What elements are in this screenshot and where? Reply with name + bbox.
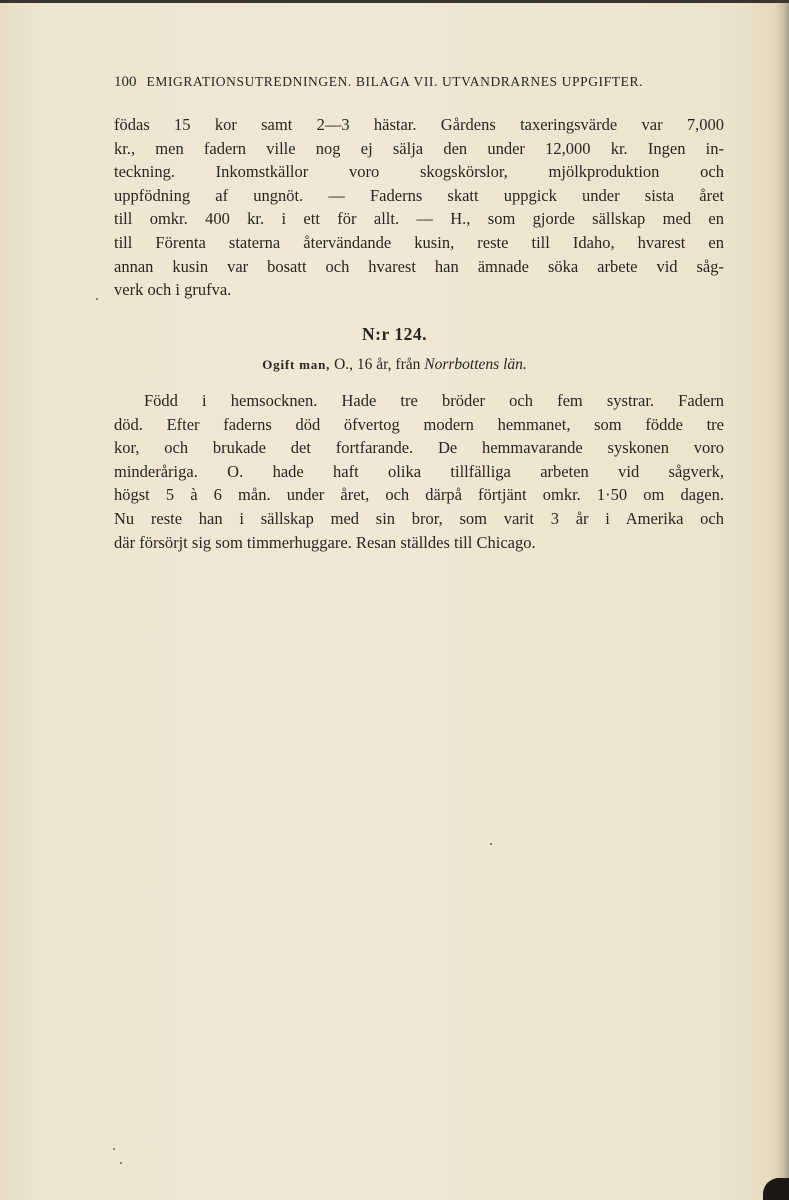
text-line: verk och i grufva. <box>114 280 232 300</box>
running-header <box>114 74 704 91</box>
text-line: Född i hemsocknen. Hade tre bröder och fem systrar. Fadern <box>144 391 724 410</box>
text-line: kr., men fadern ville nog ej sälja den under 12,000 kr. Ingen in- <box>114 138 724 158</box>
continued-paragraph <box>114 113 724 302</box>
text-line: till Förenta staterna återvändande kusin, reste till Idaho, hvarest en <box>114 232 724 252</box>
paper-speck <box>120 1162 122 1164</box>
text-line: annan kusin var bosatt och hvarest han ämnade söka arbete vid såg- <box>114 256 724 276</box>
text-line: minderåriga. O. hade haft olika tillfälliga arbeten vid sågverk, <box>114 461 724 481</box>
text-line: uppfödning af ungnöt. — Faderns skatt uppgick under sista året <box>114 185 724 205</box>
paper-speck <box>113 1148 115 1150</box>
text-line: kor, och brukade det fortfarande. De hemmavarande syskonen voro <box>114 438 724 458</box>
text-line: till omkr. 400 kr. i ett för allt. — H., som gjorde sällskap med en <box>114 209 724 229</box>
page-number: 100 <box>114 74 137 90</box>
paper-speck <box>490 843 492 845</box>
text-line: död. Efter faderns död öfvertog modern hemmanet, som födde tre <box>114 414 724 434</box>
running-title: EMIGRATIONSUTREDNINGEN. BILAGA VII. UTVANDRARNES UPPGIFTER. <box>146 74 644 89</box>
entry-subtitle <box>0 356 789 374</box>
entry-status: Ogift man, <box>262 357 331 372</box>
text-line: teckning. Inkomstkällor voro skogskörslor, mjölkproduktion och <box>114 162 724 182</box>
entry-paragraph <box>114 389 724 554</box>
page-top-edge <box>0 0 789 3</box>
entry-number: N:r 124. <box>362 324 427 344</box>
text-line: högst 5 à 6 mån. under året, och därpå förtjänt omkr. 1·50 om dagen. <box>114 485 724 505</box>
entry-details: O., 16 år, från <box>330 356 425 373</box>
entry-county: Norrbottens län. <box>424 356 527 373</box>
page-corner-mark <box>763 1178 789 1200</box>
text-line: där försörjt sig som timmerhuggare. Resan ställdes till Chicago. <box>114 532 536 552</box>
page-binding-shadow <box>775 0 789 1200</box>
text-line: Nu reste han i sällskap med sin bror, som varit 3 år i Amerika och <box>114 508 724 528</box>
text-line: födas 15 kor samt 2—3 hästar. Gårdens taxeringsvärde var 7,000 <box>114 115 724 134</box>
paper-speck <box>96 298 98 300</box>
